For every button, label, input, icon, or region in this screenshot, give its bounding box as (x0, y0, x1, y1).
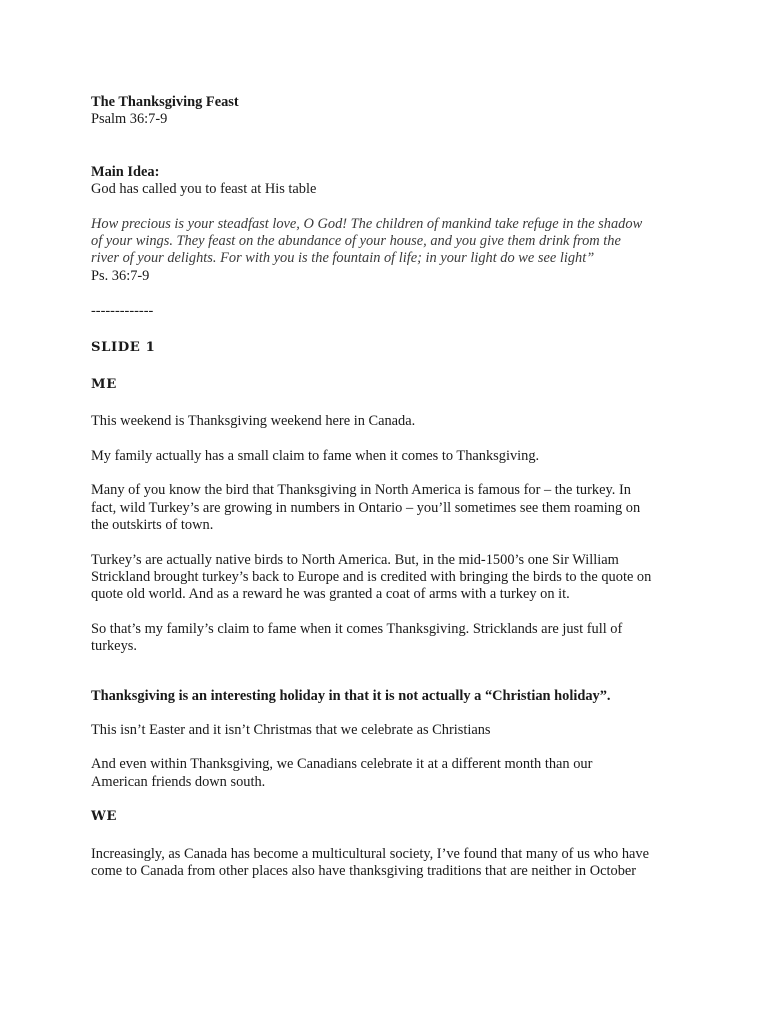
paragraph-line: American friends down south. (91, 773, 266, 790)
paragraph-line: So that’s my family’s claim to fame when it comes Thanksgiving. Stricklands are just full of (91, 620, 623, 637)
paragraph (91, 846, 691, 881)
quote-line: river of your delights. For with you is the fountain of life; in your light do we see light” (91, 250, 595, 267)
quote-line: How precious is your steadfast love, O God! The children of mankind take refuge in the shadow (91, 215, 643, 232)
quote-reference: Ps. 36:7-9 (91, 267, 150, 284)
paragraph-line: the outskirts of town. (91, 517, 214, 534)
paragraph: My family actually has a small claim to fame when it comes to Thanksgiving. (91, 447, 540, 464)
slide-heading: SLIDE 1 (91, 339, 156, 355)
paragraph-line: And even within Thanksgiving, we Canadians celebrate it at a different month than our (91, 756, 593, 773)
scripture-reference: Psalm 36:7-9 (91, 111, 168, 128)
spacer (91, 129, 691, 164)
main-idea-text: God has called you to feast at His table (91, 181, 317, 198)
paragraph-line: turkeys. (91, 638, 137, 655)
bold-statement: Thanksgiving is an interesting holiday in that it is not actually a “Christian holiday”. (91, 687, 611, 704)
paragraph (91, 482, 691, 534)
paragraph-line: Many of you know the bird that Thanksgiving in North America is famous for – the turkey. In (91, 482, 631, 499)
paragraph: This weekend is Thanksgiving weekend here in Canada. (91, 413, 416, 430)
paragraph (91, 756, 691, 791)
paragraph-line: Turkey’s are actually native birds to North America. But, in the mid-1500’s one Sir William (91, 551, 619, 568)
paragraph-line: Strickland brought turkey’s back to Europe and is credited with bringing the birds to the quote on (91, 568, 652, 585)
paragraph-line: Increasingly, as Canada has become a multicultural society, I’ve found that many of us who have (91, 845, 649, 862)
paragraph (91, 552, 691, 604)
scripture-quote (91, 216, 691, 286)
spacer (91, 673, 691, 688)
paragraph-line: fact, wild Turkey’s are growing in numbers in Ontario – you’ll sometimes see them roaming on (91, 499, 641, 516)
paragraph-line: quote old world. And as a reward he was granted a coat of arms with a turkey on it. (91, 586, 570, 603)
document-title: The Thanksgiving Feast (91, 94, 239, 110)
we-heading: WE (91, 809, 118, 825)
quote-line: of your wings. They feast on the abundance of your house, and you give them drink from the (91, 233, 621, 250)
document-page (91, 94, 691, 880)
main-idea-label: Main Idea: (91, 163, 160, 180)
paragraph (91, 621, 691, 656)
paragraph-line: come to Canada from other places also have thanksgiving traditions that are neither in October (91, 862, 637, 879)
paragraph: This isn’t Easter and it isn’t Christmas that we celebrate as Christians (91, 721, 491, 738)
separator: ------------- (91, 303, 154, 320)
me-heading: ME (91, 377, 117, 393)
